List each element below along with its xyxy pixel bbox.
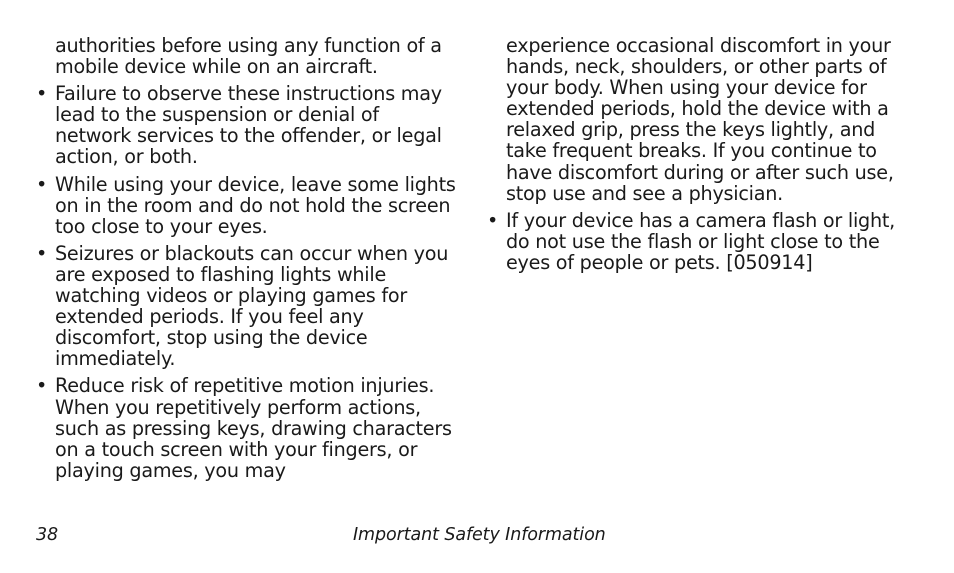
list-item <box>36 241 457 371</box>
list-item-text: Seizures or blackouts can occur when you are exposed to flashing lights while watching videos or playing games for extended periods. If you feel any discomfort, stop using the device immediately. <box>55 241 449 371</box>
list-item-text: While using your device, leave some lights on in the room and do not hold the screen too close to your eyes. <box>55 172 456 238</box>
bullet-icon: • <box>36 241 48 265</box>
section-title: Important Safety Information <box>353 525 606 545</box>
list-item <box>36 374 457 482</box>
bullet-icon: • <box>36 172 48 196</box>
bullet-icon: • <box>36 82 48 106</box>
list-item <box>36 172 457 238</box>
left-column <box>36 34 457 487</box>
list-item-text: Failure to observe these instructions may lead to the suspension or denial of network services to the offender, or legal action, or both. <box>55 82 442 169</box>
list-item-text: If your device has a camera flash or light, do not use the flash or light close to the eyes of people or pets. [050914] <box>506 208 896 274</box>
continuation-paragraph: experience occasional discomfort in your hands, neck, shoulders, or other parts of your body. When using your device for extended periods, hold the device with a relaxed grip, press the keys lightly, and take frequent breaks. If you continue to have discomfort during or after such use, stop use and see a physician. <box>506 34 894 205</box>
list-item <box>36 82 457 169</box>
list-item <box>487 208 914 274</box>
page-number: 38 <box>36 525 59 545</box>
right-column <box>487 34 914 279</box>
bullet-list <box>36 82 457 482</box>
continuation-paragraph: authorities before using any function of a mobile device while on an aircraft. <box>55 34 442 79</box>
list-item-text: Reduce risk of repetitive motion injuries. When you repetitively perform actions, such as pressing keys, drawing characters on a touch screen with your fingers, or playing games, you may <box>55 374 452 482</box>
bullet-icon: • <box>36 374 48 398</box>
bullet-list <box>487 208 914 274</box>
bullet-icon: • <box>487 208 499 232</box>
